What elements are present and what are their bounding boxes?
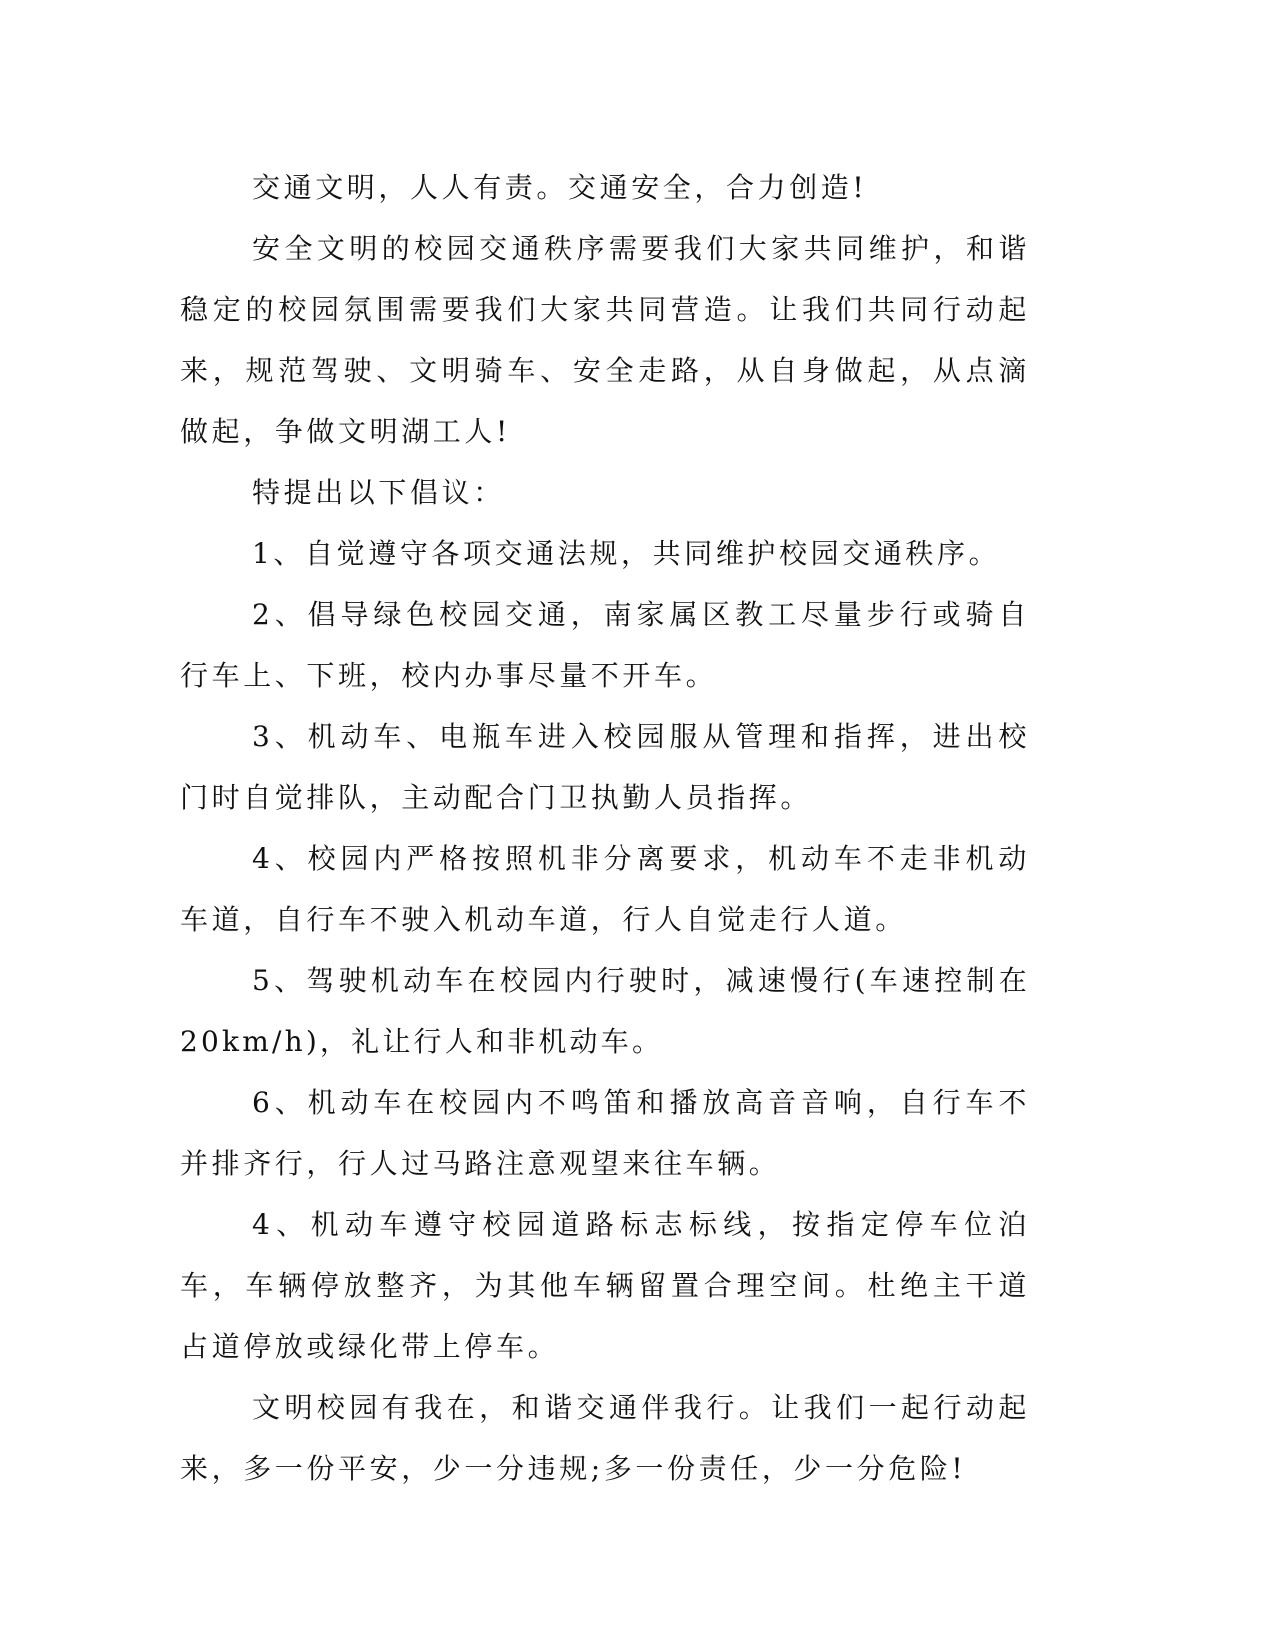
paragraph-item-6: 6、机动车在校园内不鸣笛和播放高音音响，自行车不并排齐行，行人过马路注意观望来往车辆。 — [180, 1086, 1030, 1180]
document-page — [180, 157, 1030, 1499]
paragraph-introduction: 安全文明的校园交通秩序需要我们大家共同维护，和谐稳定的校园氛围需要我们大家共同营造。让我们共同行动起来，规范驾驶、文明骑车、安全走路，从自身做起，从点滴做起，争做文明湖工人! — [180, 232, 1030, 448]
paragraph-item-1: 1、自觉遵守各项交通法规，共同维护校园交通秩序。 — [252, 537, 1001, 570]
paragraph-item-2: 2、倡导绿色校园交通，南家属区教工尽量步行或骑自行车上、下班，校内办事尽量不开车。 — [180, 598, 1030, 692]
paragraph-item-4: 4、校园内严格按照机非分离要求，机动车不走非机动车道，自行车不驶入机动车道，行人自觉走行人道。 — [180, 842, 1030, 936]
paragraph-item-7: 4、机动车遵守校园道路标志标线，按指定停车位泊车，车辆停放整齐，为其他车辆留置合理空间。杜绝主干道占道停放或绿化带上停车。 — [180, 1208, 1030, 1363]
paragraph-item-3: 3、机动车、电瓶车进入校园服从管理和指挥，进出校门时自觉排队，主动配合门卫执勤人员指挥。 — [180, 720, 1030, 814]
paragraph-closing: 文明校园有我在，和谐交通伴我行。让我们一起行动起来，多一份平安，少一分违规;多一份责任，少一分危险! — [180, 1391, 1030, 1485]
paragraph-slogan: 交通文明，人人有责。交通安全，合力创造! — [252, 171, 868, 204]
paragraph-proposal-heading: 特提出以下倡议： — [252, 476, 505, 509]
paragraph-item-5: 5、驾驶机动车在校园内行驶时，减速慢行(车速控制在 20km/h)，礼让行人和非机动车。 — [180, 964, 1030, 1058]
